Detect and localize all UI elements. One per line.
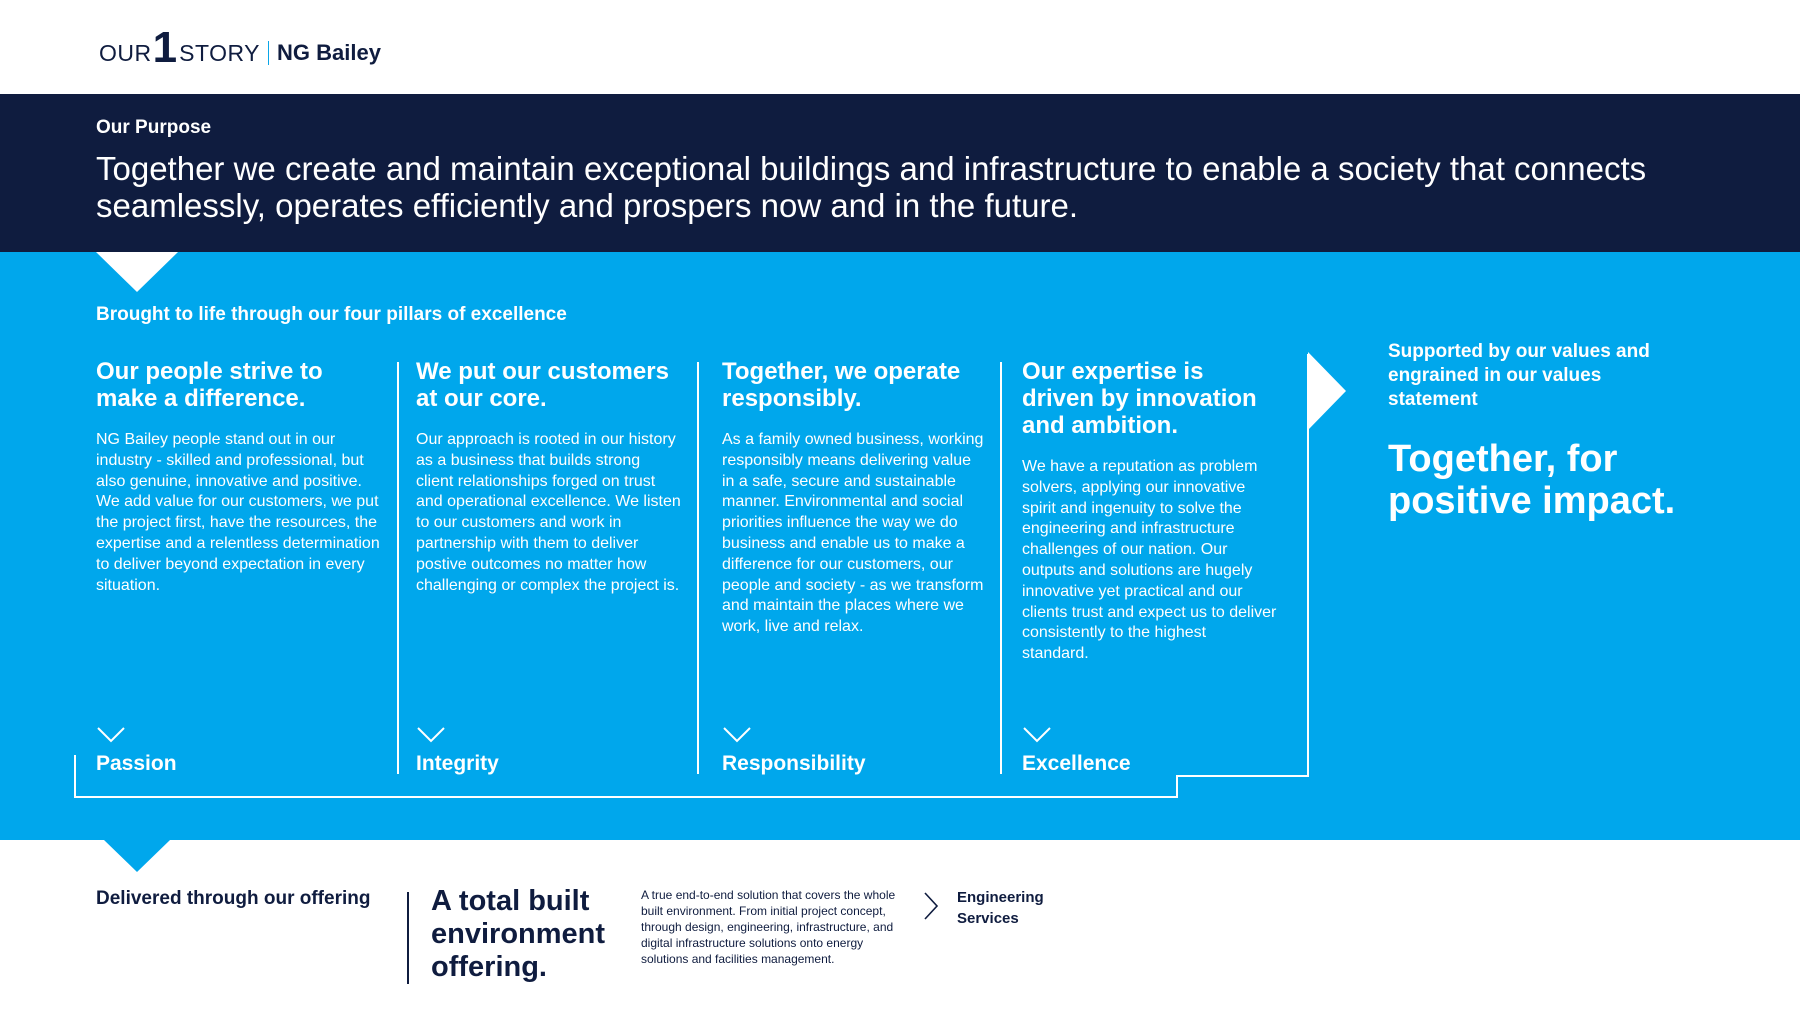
pillar-name-responsibility: Responsibility	[722, 752, 866, 775]
chevron-down-icon	[1022, 726, 1052, 744]
chevron-down-icon	[96, 726, 126, 744]
offering-label: Delivered through our offering	[96, 888, 371, 909]
pillar-divider	[397, 362, 399, 774]
pillar-excellence	[1022, 358, 1277, 665]
pillar-responsibility	[722, 358, 987, 638]
pillar-body: NG Bailey people stand out in our industry - skilled and professional, but also genuine, innovative and positive. We add value for our customers, we put the project first, have the resources, the expertise and a relentless determination to deliver beyond expectation in every situation.	[96, 431, 380, 594]
purpose-section	[0, 94, 1800, 252]
pillar-heading: Our people strive to make a difference.	[96, 358, 323, 412]
pointer-notch	[96, 252, 178, 292]
values-statement: Together, for positive impact.	[1388, 438, 1676, 522]
pillar-name-passion: Passion	[96, 752, 177, 775]
our-1-story-logo	[99, 23, 381, 72]
offering-section	[0, 840, 1800, 1012]
chevron-down-icon	[722, 726, 752, 744]
logo-one-text: 1	[152, 23, 178, 72]
offering-description: A true end-to-end solution that covers the whole built environment. From initial project concept, through design, engineering, infrastructure, and digital infrastructure solutions onto energy solutions and facilities management.	[641, 888, 896, 966]
pillar-heading: Our expertise is driven by innovation and ambition.	[1022, 358, 1257, 439]
pillar-body: As a family owned business, working responsibly means delivering value in a safe, secure and sustainable manner. Environmental and social priorities influence the way we do business and enable us to make a difference for our customers, our people and society - as we transform and maintain the places where we work, live and relax.	[722, 431, 984, 636]
pillar-integrity	[416, 358, 681, 596]
offering-headline: A total built environment offering.	[431, 885, 606, 983]
pillar-body: Our approach is rooted in our history as a business that builds strong client relationships forged on trust and operational excellence. We listen to our customers and work in partnership with them to deliver postive outcomes no matter how challenging or complex the project is.	[416, 431, 681, 594]
pillar-name-excellence: Excellence	[1022, 752, 1131, 775]
pointer-notch	[104, 840, 170, 872]
pillars-section	[0, 252, 1800, 840]
pillars-arrow-icon	[1308, 352, 1346, 430]
pillar-divider	[697, 362, 699, 774]
engineering-services-link[interactable]: Engineering Services	[957, 889, 1044, 927]
header	[0, 0, 1800, 94]
logo-story-text: STORY	[179, 40, 261, 67]
pillar-body: We have a reputation as problem solvers, applying our innovative spirit and ingenuity to solve the engineering and infrastructure challenges of our nation. Our outputs and solutions are hugely innovative yet practical and our clients trust and expect us to deliver consistently to the highest standard.	[1022, 458, 1277, 663]
logo-our-text: OUR	[99, 40, 152, 67]
pillar-passion	[96, 358, 381, 596]
pillars-intro: Brought to life through our four pillars of excellence	[96, 304, 567, 325]
offering-divider	[407, 892, 409, 984]
values-label: Supported by our values and engrained in our values statement	[1388, 341, 1650, 410]
logo-brand-text: NG Bailey	[277, 40, 381, 65]
pillar-divider	[1000, 362, 1002, 774]
purpose-label: Our Purpose	[96, 117, 212, 138]
purpose-statement: Together we create and maintain exceptional buildings and infrastructure to enable a society that connects seamlessly, operates efficiently and prospers now and in the future.	[96, 150, 1647, 224]
pillar-heading: We put our customers at our core.	[416, 358, 669, 412]
pillar-name-integrity: Integrity	[416, 752, 499, 775]
chevron-right-icon	[923, 891, 939, 921]
pillar-heading: Together, we operate responsibly.	[722, 358, 961, 412]
chevron-down-icon	[416, 726, 446, 744]
logo-divider	[268, 41, 269, 65]
